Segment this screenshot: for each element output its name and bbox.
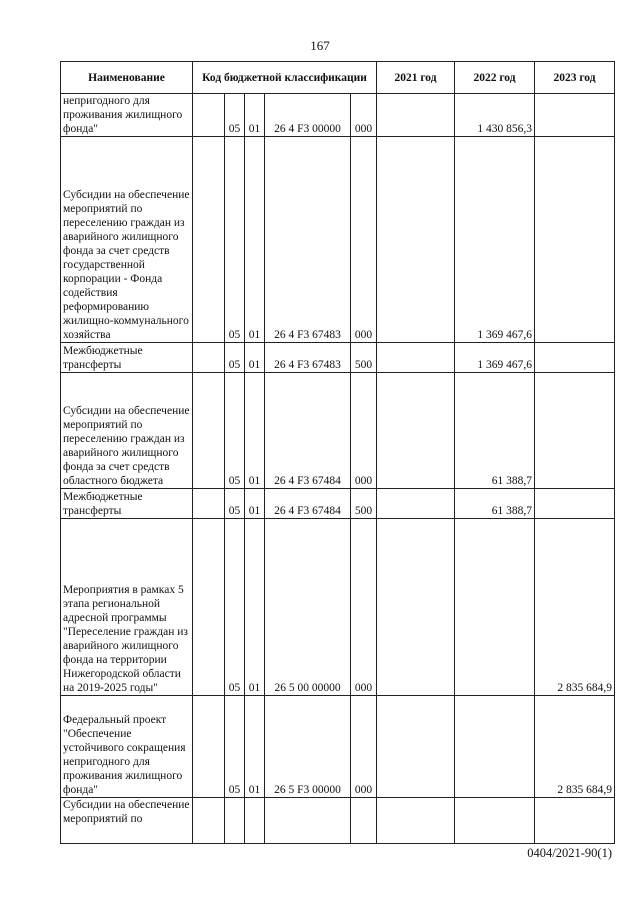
row-code-target: 26 5 00 00000 [265, 519, 351, 696]
header-name: Наименование [61, 62, 193, 94]
row-code-target: 26 4 F3 67483 [265, 137, 351, 343]
row-code-target: 26 4 F3 00000 [265, 94, 351, 137]
row-name: Федеральный проект "Обеспечение устойчивого сокращения непригодного для проживания жилищного фонда" [61, 696, 193, 798]
row-code-type: 000 [351, 137, 377, 343]
row-code-type: 500 [351, 489, 377, 519]
row-blank [193, 489, 225, 519]
page-number: 167 [310, 38, 330, 53]
budget-table [60, 61, 615, 844]
row-code-type: 500 [351, 343, 377, 373]
row-blank [193, 137, 225, 343]
table-row [61, 798, 615, 844]
row-2022 [455, 519, 535, 696]
row-2021 [377, 94, 455, 137]
row-code-target [265, 798, 351, 844]
row-2022: 1 430 856,3 [455, 94, 535, 137]
header-2021: 2021 год [377, 62, 455, 94]
header-2023: 2023 год [535, 62, 615, 94]
row-code-section: 05 [225, 519, 245, 696]
row-code-section: 05 [225, 696, 245, 798]
row-2021 [377, 519, 455, 696]
row-2023 [535, 343, 615, 373]
row-code-section: 05 [225, 94, 245, 137]
row-blank [193, 94, 225, 137]
row-2023 [535, 137, 615, 343]
row-code-section: 05 [225, 137, 245, 343]
row-code-subsection: 01 [245, 696, 265, 798]
row-code-subsection: 01 [245, 373, 265, 489]
table-row [61, 519, 615, 696]
row-code-type: 000 [351, 519, 377, 696]
row-code-type: 000 [351, 373, 377, 489]
row-2023 [535, 489, 615, 519]
row-code-subsection: 01 [245, 343, 265, 373]
header-2022: 2022 год [455, 62, 535, 94]
header-code: Код бюджетной классификации [193, 62, 377, 94]
row-2023 [535, 94, 615, 137]
document-code: 0404/2021-90(1) [527, 846, 612, 860]
row-2021 [377, 373, 455, 489]
row-code-target: 26 4 F3 67483 [265, 343, 351, 373]
row-code-subsection [245, 798, 265, 844]
row-2023: 2 835 684,9 [535, 519, 615, 696]
table-header-row [61, 62, 615, 94]
row-blank [193, 519, 225, 696]
row-2023 [535, 798, 615, 844]
row-code-type [351, 798, 377, 844]
row-code-subsection: 01 [245, 137, 265, 343]
table-row [61, 373, 615, 489]
row-2021 [377, 798, 455, 844]
row-code-subsection: 01 [245, 489, 265, 519]
row-name: Мероприятия в рамках 5 этапа региональной адресной программы "Переселение граждан из аварийного жилищного фонда на территории Нижегородской области на 2019-2025 годы" [61, 519, 193, 696]
row-2022: 61 388,7 [455, 373, 535, 489]
row-blank [193, 373, 225, 489]
row-code-section [225, 798, 245, 844]
row-blank [193, 798, 225, 844]
row-2023 [535, 373, 615, 489]
row-name: Субсидии на обеспечение мероприятий по переселению граждан из аварийного жилищного фонда за счет средств областного бюджета [61, 373, 193, 489]
row-code-section: 05 [225, 373, 245, 489]
row-2021 [377, 343, 455, 373]
row-code-target: 26 4 F3 67484 [265, 489, 351, 519]
row-2022: 1 369 467,6 [455, 137, 535, 343]
row-2022: 1 369 467,6 [455, 343, 535, 373]
row-name: Межбюджетные трансферты [61, 489, 193, 519]
row-name: Межбюджетные трансферты [61, 343, 193, 373]
row-name: непригодного для проживания жилищного фонда" [61, 94, 193, 137]
row-blank [193, 696, 225, 798]
table-row [61, 696, 615, 798]
row-code-subsection: 01 [245, 519, 265, 696]
row-code-section: 05 [225, 489, 245, 519]
row-code-type: 000 [351, 94, 377, 137]
table-row [61, 94, 615, 137]
row-code-target: 26 5 F3 00000 [265, 696, 351, 798]
table-row [61, 343, 615, 373]
row-2021 [377, 696, 455, 798]
row-name: Субсидии на обеспечение мероприятий по переселению граждан из аварийного жилищного фонда за счет средств государственной корпорации - Фонда содействия реформированию жилищно-коммунального хозяйства [61, 137, 193, 343]
row-2022 [455, 696, 535, 798]
row-2021 [377, 137, 455, 343]
row-2022 [455, 798, 535, 844]
row-code-type: 000 [351, 696, 377, 798]
row-code-section: 05 [225, 343, 245, 373]
row-code-target: 26 4 F3 67484 [265, 373, 351, 489]
row-code-subsection: 01 [245, 94, 265, 137]
table-row [61, 489, 615, 519]
row-2022: 61 388,7 [455, 489, 535, 519]
table-row [61, 137, 615, 343]
row-blank [193, 343, 225, 373]
row-2023: 2 835 684,9 [535, 696, 615, 798]
row-2021 [377, 489, 455, 519]
row-name: Субсидии на обеспечение мероприятий по [61, 798, 193, 844]
